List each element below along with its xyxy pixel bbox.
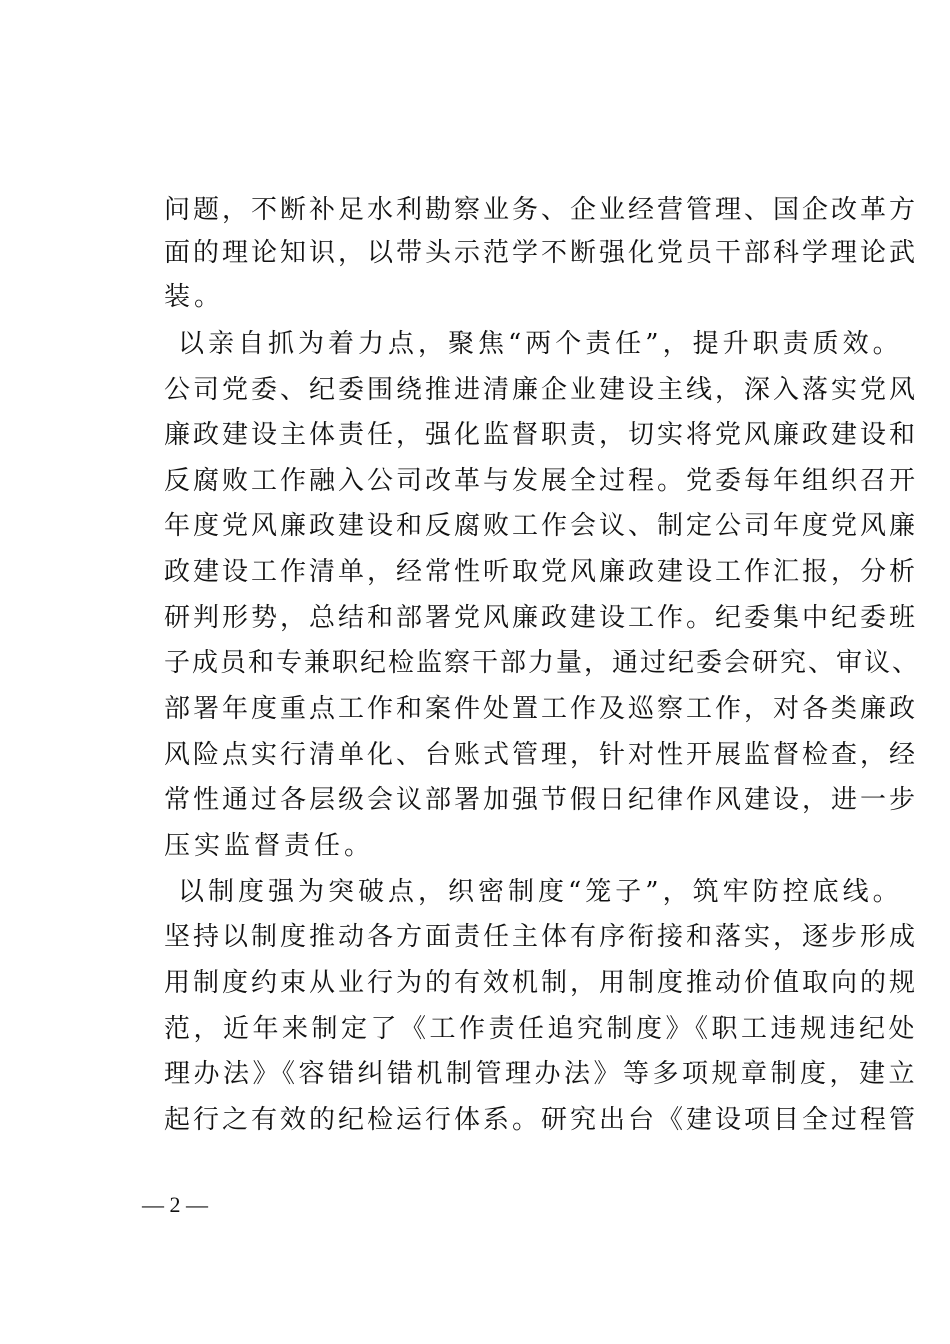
text-line: 问题，不断补足水利勘察业务、企业经营管理、国企改革方: [164, 195, 919, 225]
text-line: 坚持以制度推动各方面责任主体有序衔接和落实，逐步形成: [164, 922, 919, 952]
text-line: 理办法》《容错纠错机制管理办法》等多项规章制度，建立: [164, 1059, 919, 1089]
text-line: 风险点实行清单化、台账式管理，针对性开展监督检查，经: [164, 740, 919, 770]
text-line: 廉政建设主体责任，强化监督职责，切实将党风廉政建设和: [164, 420, 919, 450]
text-line: 年度党风廉政建设和反腐败工作会议、制定公司年度党风廉: [164, 511, 919, 541]
text-line: 起行之有效的纪检运行体系。研究出台《建设项目全过程管: [164, 1105, 919, 1135]
text-line: 范，近年来制定了《工作责任追究制度》《职工违规违纪处: [164, 1014, 919, 1044]
text-line: 压实监督责任。: [164, 831, 375, 861]
section-heading-line: 以亲自抓为着力点，聚焦“两个责任”，提升职责质效。: [178, 329, 903, 359]
section-heading-line: 以制度强为突破点，织密制度“笼子”，筑牢防控底线。: [178, 877, 903, 907]
text-line: 常性通过各层级会议部署加强节假日纪律作风建设，进一步: [164, 785, 919, 815]
text-line: 子成员和专兼职纪检监察干部力量，通过纪委会研究、审议、: [164, 648, 921, 678]
text-line: 政建设工作清单，经常性听取党风廉政建设工作汇报，分析: [164, 557, 919, 587]
text-line: 反腐败工作融入公司改革与发展全过程。党委每年组织召开: [164, 466, 919, 496]
text-line: 用制度约束从业行为的有效机制，用制度推动价值取向的规: [164, 968, 919, 998]
text-line: 公司党委、纪委围绕推进清廉企业建设主线，深入落实党风: [164, 375, 919, 405]
text-line: 装。: [164, 282, 225, 312]
text-line: 部署年度重点工作和案件处置工作及巡察工作，对各类廉政: [164, 694, 919, 724]
text-line: 面的理论知识，以带头示范学不断强化党员干部科学理论武: [164, 238, 919, 268]
text-line: 研判形势，总结和部署党风廉政建设工作。纪委集中纪委班: [164, 603, 919, 633]
page-number: — 2 —: [142, 1192, 208, 1217]
